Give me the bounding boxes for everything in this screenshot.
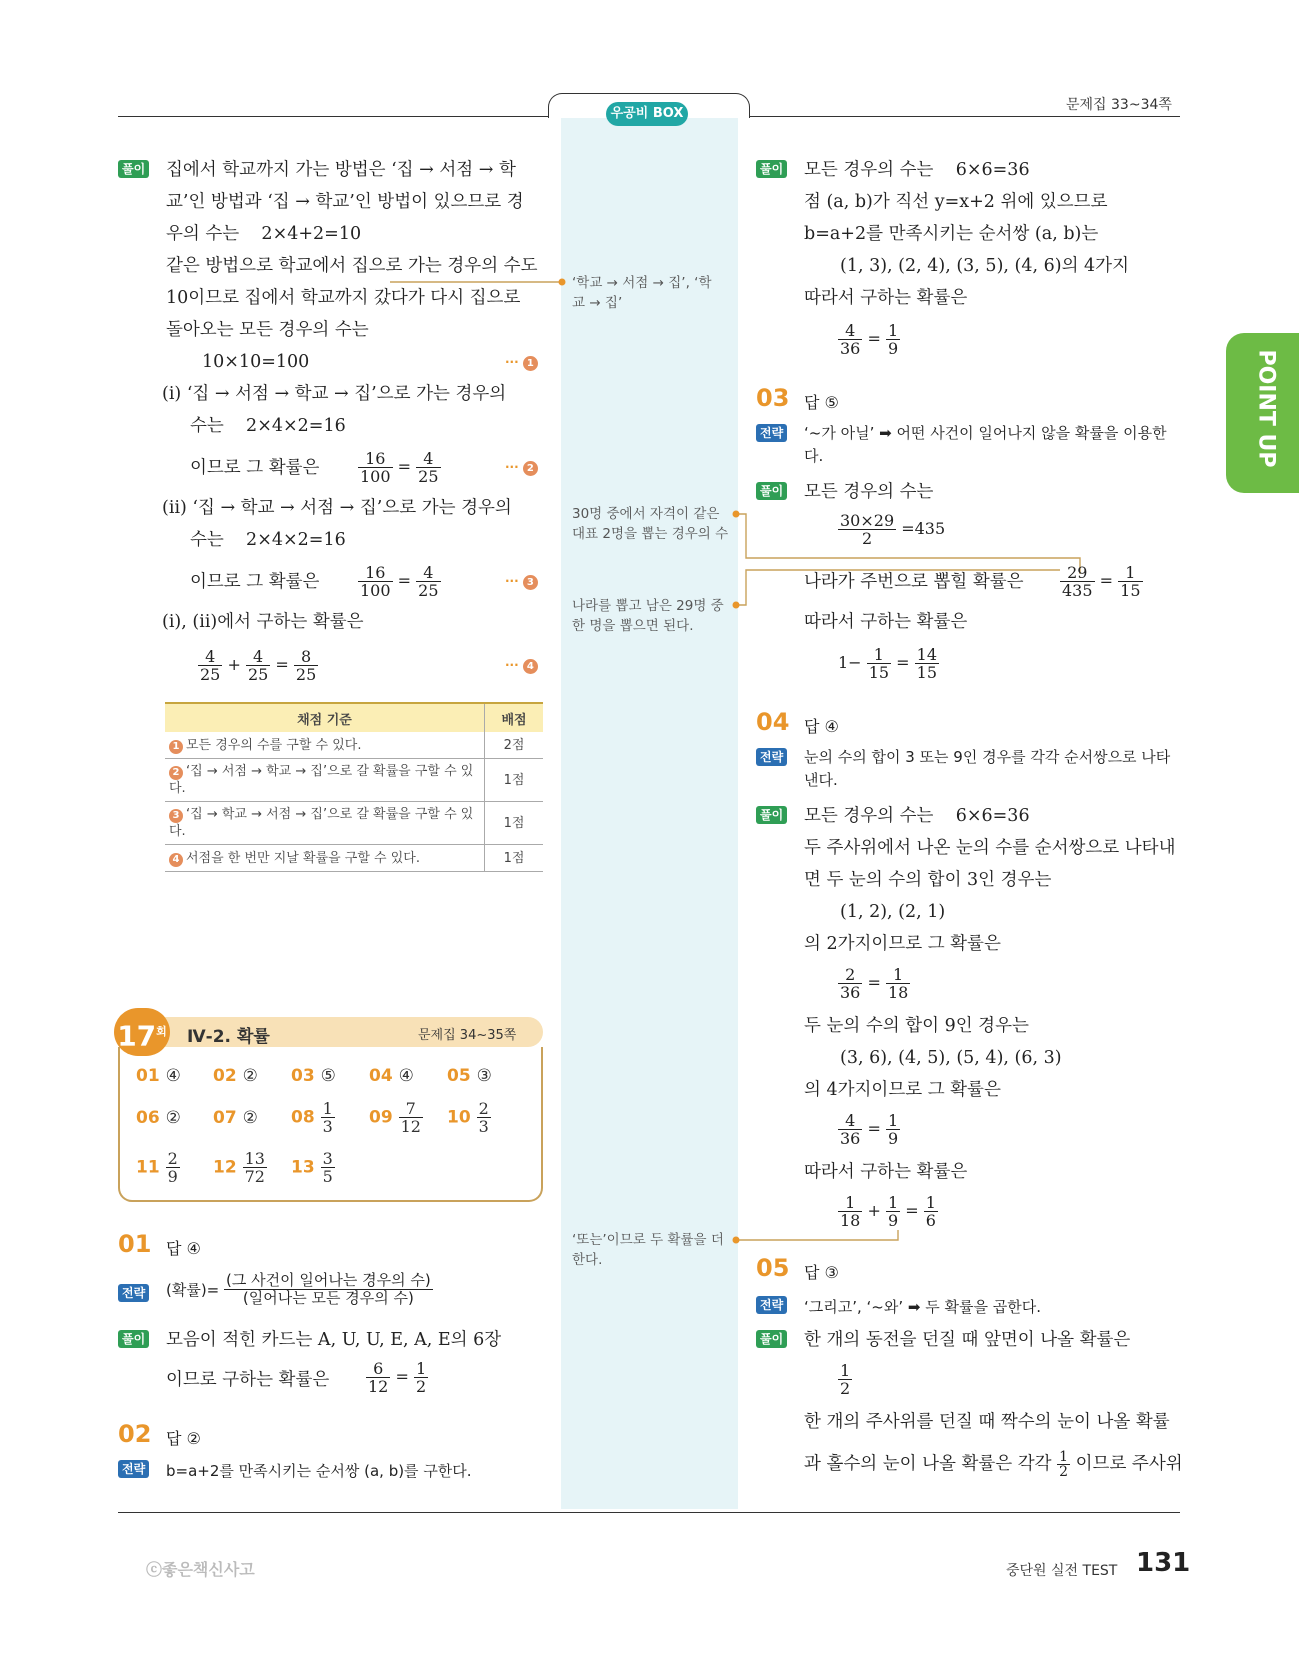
- table-row: 3 ‘집 → 학교 → 서점 → 집’으로 갈 확률을 구할 수 있다. 1점: [165, 802, 543, 845]
- left-line: 이므로 그 확률은: [190, 572, 320, 592]
- strat-text: ‘그리고’, ‘~와’ ➡ 두 확률을 곱한다.: [804, 1298, 1041, 1316]
- answer-item: 03 ⑤: [291, 1066, 336, 1086]
- left-line: 교’인 방법과 ‘집 → 학교’인 방법이 있으므로 경: [166, 192, 524, 212]
- fraction-eq: $\frac{30\times 29}{2}$ =435: [840, 511, 946, 548]
- right-line: 모든 경우의 수는 6×6=36: [804, 806, 1030, 826]
- footer-rule: [118, 1512, 1180, 1513]
- page-number: 131: [1136, 1548, 1191, 1578]
- right-line: 따라서 구하는 확률은: [804, 288, 968, 308]
- left-line: 이므로 구하는 확률은: [166, 1370, 330, 1390]
- answer-item: 07 ②: [213, 1108, 258, 1128]
- strat-text: 눈의 수의 합이 3 또는 9인 경우를 각각 순서쌍으로 나타낸다.: [804, 748, 1171, 789]
- sol-tag: 풀이: [756, 160, 787, 178]
- problem-number: 03: [756, 384, 790, 412]
- left-line: 10×10=100: [202, 352, 310, 372]
- answer-item: 11 $\frac{2}{9}$: [136, 1149, 178, 1186]
- fraction-eq: 1− $\frac{1}{15}$ = $\frac{14}{15}$: [838, 645, 937, 682]
- test-number: $17^회$: [114, 1008, 170, 1056]
- sol-tag: 풀이: [118, 160, 149, 178]
- right-line: 모든 경우의 수는: [804, 482, 934, 502]
- problem-answer: 답 ④: [804, 717, 839, 736]
- test-title: Ⅳ-2. 확률: [187, 1027, 270, 1047]
- box-note: ‘학교 → 서점 → 집’, ‘학교 → 집’: [572, 275, 712, 311]
- sol-tag: 풀이: [756, 806, 787, 824]
- left-line: 이므로 그 확률은: [190, 458, 320, 478]
- point-up-label: POINT UP: [1253, 349, 1279, 468]
- left-line: (ⅰ), (ⅱ)에서 구하는 확률은: [162, 612, 364, 632]
- strat-tag: 전략: [118, 1284, 149, 1302]
- right-line: 의 2가지이므로 그 확률은: [804, 934, 1001, 954]
- left-line: (ⅱ) ‘집 → 학교 → 서점 → 집’으로 가는 경우의: [162, 498, 512, 518]
- sol-tag: 풀이: [756, 1330, 787, 1348]
- step-marker: ··· 1: [505, 355, 538, 371]
- answer-item: 05 ③: [447, 1066, 492, 1086]
- right-line: 의 4가지이므로 그 확률은: [804, 1080, 1001, 1100]
- page-ref: 문제집 33~34쪽: [1066, 97, 1172, 113]
- step-marker: ··· 3: [505, 574, 538, 590]
- problem-number: 04: [756, 708, 790, 736]
- answer-item: 08 $\frac{1}{3}$: [291, 1099, 333, 1136]
- left-line: 집에서 학교까지 가는 방법은 ‘집 → 서점 → 학: [166, 160, 516, 180]
- points-header: 배점: [485, 703, 544, 732]
- answer-item: 10 $\frac{2}{3}$: [447, 1099, 489, 1136]
- right-line: 나라가 주번으로 뽑힐 확률은: [804, 572, 1024, 592]
- step-marker: ··· 4: [505, 658, 538, 674]
- answer-item: 06 ②: [136, 1108, 181, 1128]
- fraction-eq: $\frac{29}{435}$ = $\frac{1}{15}$: [1062, 563, 1141, 600]
- strat-tag: 전략: [756, 748, 787, 766]
- right-line: 한 개의 주사위를 던질 때 짝수의 눈이 나올 확률: [804, 1412, 1170, 1432]
- right-line: 과 홀수의 눈이 나올 확률은 각각 $\frac{1}{2}$ 이므로 주사위: [804, 1449, 1183, 1480]
- right-line: (1, 3), (2, 4), (3, 5), (4, 6)의 4가지: [840, 256, 1129, 276]
- left-line: 10이므로 집에서 학교까지 갔다가 다시 집으로: [166, 288, 521, 308]
- right-line: 점 (a, b)가 직선 y=x+2 위에 있으므로: [804, 192, 1108, 212]
- problem-answer: 답 ⑤: [804, 393, 839, 412]
- strat-text: b=a+2를 만족시키는 순서쌍 (a, b)를 구한다.: [166, 1462, 472, 1480]
- strat-tag: 전략: [756, 1296, 787, 1314]
- box-note: ‘또는’이므로 두 확률을 더한다.: [572, 1232, 724, 1268]
- answer-item: 13 $\frac{3}{5}$: [291, 1149, 333, 1186]
- problem-number: 01: [118, 1230, 152, 1258]
- left-line: 우의 수는 2×4+2=10: [166, 224, 362, 244]
- right-line: 모든 경우의 수는 6×6=36: [804, 160, 1030, 180]
- problem-answer: 답 ④: [166, 1239, 201, 1258]
- answer-item: 01 ④: [136, 1066, 181, 1086]
- sol-tag: 풀이: [118, 1330, 149, 1348]
- left-line: (ⅰ) ‘집 → 서점 → 학교 → 집’으로 가는 경우의: [162, 384, 507, 404]
- strat-text: ‘~가 아닐’ ➡ 어떤 사건이 일어나지 않을 확률을 이용한다.: [804, 424, 1167, 465]
- box-note: 나라를 뽑고 남은 29명 중 한 명을 뽑으면 된다.: [572, 598, 724, 634]
- table-row: 2 ‘집 → 서점 → 학교 → 집’으로 갈 확률을 구할 수 있다. 1점: [165, 759, 543, 802]
- strat-tag: 전략: [756, 424, 787, 442]
- right-line: (3, 6), (4, 5), (5, 4), (6, 3): [840, 1048, 1062, 1068]
- left-line: 수는 2×4×2=16: [190, 530, 346, 550]
- answer-item: 02 ②: [213, 1066, 258, 1086]
- right-line: 따라서 구하는 확률은: [804, 612, 968, 632]
- left-line: 같은 방법으로 학교에서 집으로 가는 경우의 수도: [166, 256, 538, 276]
- fraction-eq: $\frac{4}{36}$ = $\frac{1}{9}$: [840, 1111, 899, 1148]
- box-column: [561, 114, 738, 1509]
- problem-number: 02: [118, 1420, 152, 1448]
- right-line: 따라서 구하는 확률은: [804, 1162, 968, 1182]
- footer-section: 중단원 실전 TEST: [1006, 1563, 1118, 1579]
- test-ref: 문제집 34~35쪽: [418, 1028, 517, 1043]
- left-line: 수는 2×4×2=16: [190, 416, 346, 436]
- fraction-eq: $\frac{1}{2}$: [840, 1361, 851, 1398]
- strat-tag: 전략: [118, 1460, 149, 1478]
- fraction-eq: $\frac{16}{100}$ = $\frac{4}{25}$: [360, 563, 439, 600]
- problem-number: 05: [756, 1254, 790, 1282]
- fraction-eq: $\frac{16}{100}$ = $\frac{4}{25}$: [360, 449, 439, 486]
- table-row: 1 모든 경우의 수를 구할 수 있다. 2점: [165, 732, 543, 759]
- right-line: (1, 2), (2, 1): [840, 902, 946, 922]
- table-row: 4 서점을 한 번만 지날 확률을 구할 수 있다. 1점: [165, 845, 543, 872]
- right-line: b=a+2를 만족시키는 순서쌍 (a, b)는: [804, 224, 1099, 244]
- right-line: 두 눈의 수의 합이 9인 경우는: [804, 1016, 1029, 1036]
- right-line: 두 주사위에서 나온 눈의 수를 순서쌍으로 나타내: [804, 838, 1176, 858]
- answer-item: 04 ④: [369, 1066, 414, 1086]
- step-marker: ··· 2: [505, 460, 538, 476]
- fraction-eq: $\frac{1}{18}$ + $\frac{1}{9}$ = $\frac{1}{6}$: [840, 1193, 936, 1230]
- box-label: 우공비 BOX: [606, 102, 688, 126]
- copyright: ⓒ좋은책신사고: [146, 1560, 255, 1579]
- scoring-table: [165, 702, 543, 872]
- answer-item: 12 $\frac{13}{72}$: [213, 1149, 265, 1186]
- fraction-eq: $\frac{4}{25}$ + $\frac{4}{25}$ = $\frac{8}{25}$: [200, 647, 317, 684]
- fraction-eq: $\frac{4}{36}$ = $\frac{1}{9}$: [840, 321, 899, 358]
- answer-item: 09 $\frac{7}{12}$: [369, 1099, 421, 1136]
- left-line: 돌아오는 모든 경우의 수는: [166, 320, 369, 340]
- left-line: 모음이 적힌 카드는 A, U, U, E, A, E의 6장: [166, 1330, 502, 1350]
- box-note: 30명 중에서 자격이 같은 대표 2명을 뽑는 경우의 수: [572, 506, 729, 542]
- sol-tag: 풀이: [756, 482, 787, 500]
- strat-formula: (확률)= $\frac{\text{(그 사건이 일어나는 경우의 수)}}{\text{(일어나는 모든 경우의 수)}}$: [166, 1271, 431, 1307]
- fraction-eq: $\frac{2}{36}$ = $\frac{1}{18}$: [840, 965, 909, 1002]
- criteria-header: 채점 기준: [165, 703, 485, 732]
- right-line: 한 개의 동전을 던질 때 앞면이 나올 확률은: [804, 1330, 1131, 1350]
- problem-answer: 답 ③: [804, 1263, 839, 1282]
- problem-answer: 답 ②: [166, 1429, 201, 1448]
- right-line: 면 두 눈의 수의 합이 3인 경우는: [804, 870, 1052, 890]
- fraction-eq: $\frac{6}{12}$ = $\frac{1}{2}$: [368, 1359, 427, 1396]
